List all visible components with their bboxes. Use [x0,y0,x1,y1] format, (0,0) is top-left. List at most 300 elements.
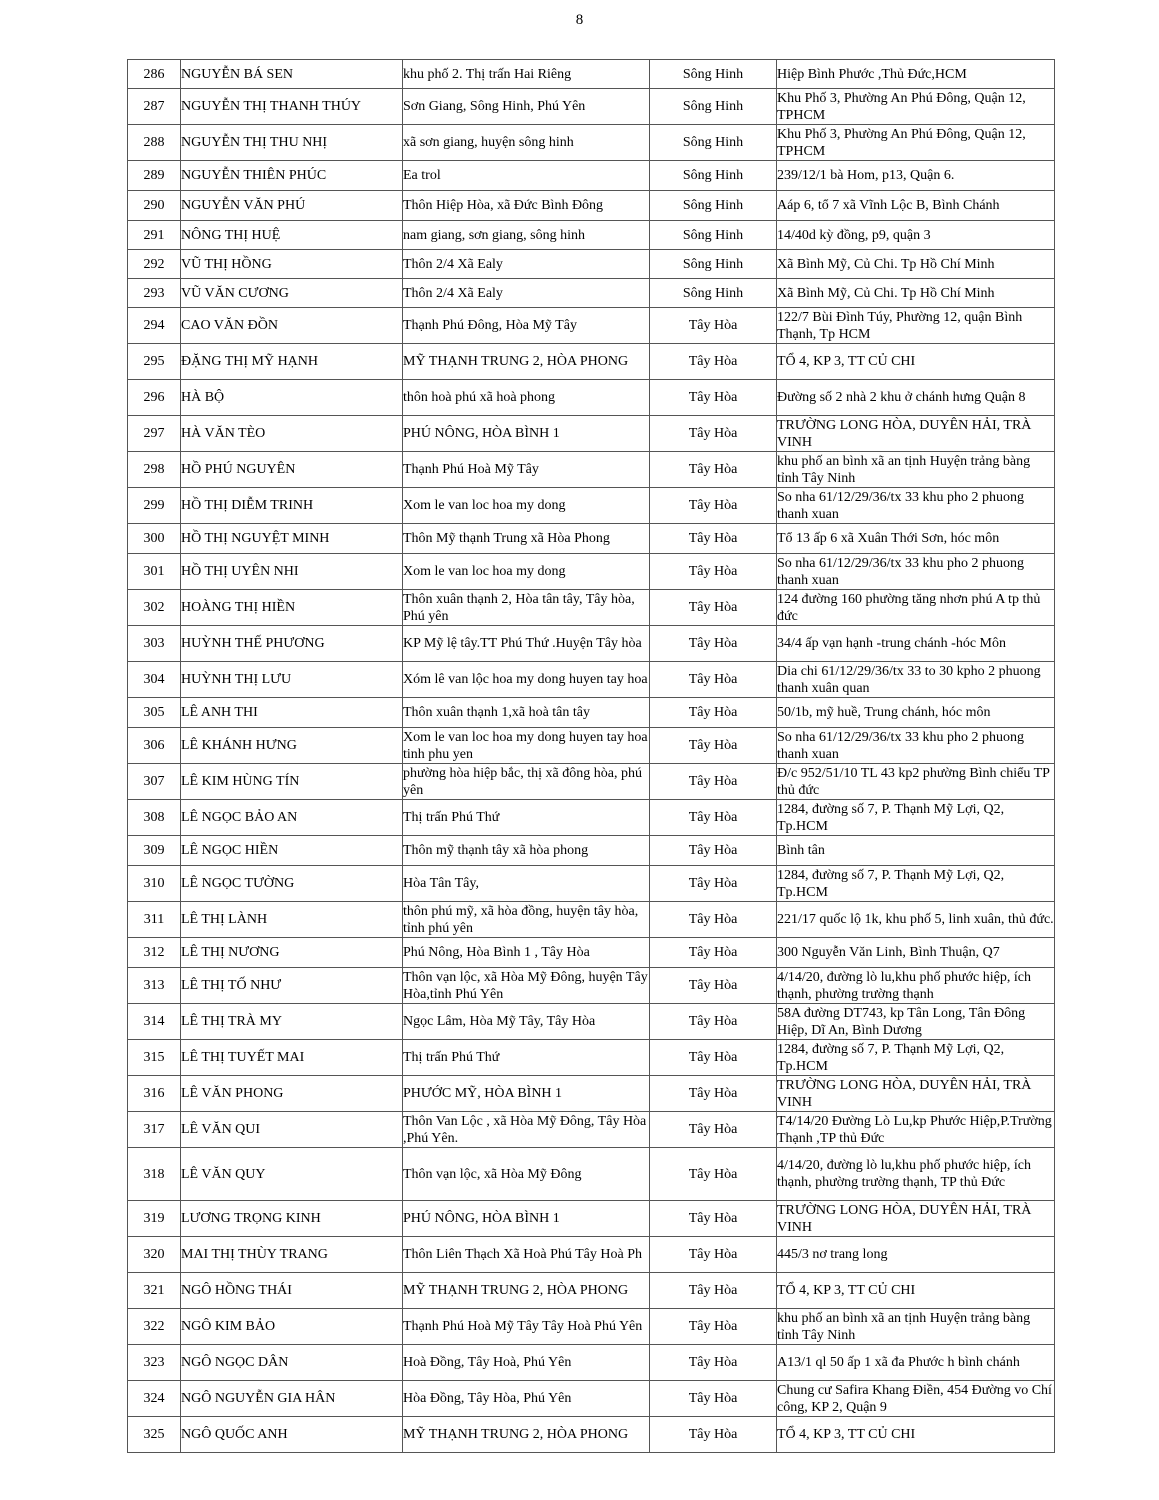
district-cell [650,221,777,250]
row-number-cell [128,1417,181,1453]
person-name: NGUYỄN BÁ SEN [181,66,293,82]
person-name-cell [181,344,403,380]
row-number: 317 [143,1122,165,1137]
origin-address-cell [403,125,650,161]
district-cell [650,1040,777,1076]
district: Tây Hòa [688,912,738,927]
person-name: LÊ NGỌC BẢO AN [181,810,298,825]
current-address-cell [777,662,1055,698]
district-cell [650,662,777,698]
current-address-cell [777,1309,1055,1345]
row-number: 324 [143,1391,165,1406]
district-cell [650,380,777,416]
row-number-cell [128,1076,181,1112]
current-address: 445/3 nơ trang long [777,1247,888,1262]
person-name-cell [181,1381,403,1417]
origin-address-cell [403,250,650,279]
table-row [128,161,1055,191]
current-address-cell [777,191,1055,221]
current-address-cell [777,161,1055,191]
row-number-cell [128,836,181,866]
person-name: NGUYỄN THIÊN PHÚC [181,168,327,183]
district-cell [650,125,777,161]
row-number: 300 [143,531,165,546]
district: Tây Hòa [688,945,738,960]
current-address: TỔ 4, KP 3, TT CỦ CHI [777,1427,916,1442]
current-address-cell [777,89,1055,125]
current-address: Xã Bình Mỹ, Củ Chi. Tp Hồ Chí Minh [777,285,995,301]
current-address: Bình tân [777,843,825,858]
district-cell [650,836,777,866]
origin-address: Hoà Đồng, Tây Hoà, Phú Yên [403,1355,572,1370]
table-row [128,662,1055,698]
current-address-cell [777,380,1055,416]
person-name: NÔNG THỊ HUỆ [181,227,281,243]
table-row [128,1076,1055,1112]
row-number: 296 [143,390,165,405]
district: Tây Hòa [688,774,738,789]
origin-address-cell [403,728,650,764]
current-address-cell [777,221,1055,250]
district-cell [650,1076,777,1112]
district-cell [650,1417,777,1453]
current-address-cell [777,452,1055,488]
row-number-cell [128,764,181,800]
current-address: 4/14/20, đường lò lu,khu phố phước hiệp, ích thạnh, phường trường thạnh, TP thủ Đức [777,1158,1031,1190]
row-number-cell [128,416,181,452]
person-name: HÀ VĂN TÈO [181,426,266,441]
person-name-cell [181,89,403,125]
person-name: LÊ THỊ NƯƠNG [181,945,280,960]
person-name-cell [181,590,403,626]
person-name: NGÔ HỒNG THÁI [181,1283,292,1298]
origin-address-cell [403,1148,650,1201]
row-number: 325 [143,1427,165,1442]
person-name: NGÔ NGỌC DÂN [181,1355,289,1370]
current-address: Khu Phố 3, Phường An Phú Đông, Quận 12, TPHCM [777,126,1026,159]
district-cell [650,524,777,554]
origin-address: phường hòa hiệp bắc, thị xã đông hòa, phú yên [403,765,642,798]
row-number: 311 [143,912,165,927]
origin-address: Thôn Van Lộc , xã Hòa Mỹ Đông, Tây Hòa ,Phú Yên. [403,1113,647,1146]
person-name-cell [181,452,403,488]
row-number-cell [128,1273,181,1309]
current-address-cell [777,800,1055,836]
person-name-cell [181,279,403,308]
current-address: khu phố an bình xã an tịnh Huyện trảng bàng tỉnh Tây Ninh [777,1310,1031,1343]
person-name: LÊ VĂN PHONG [181,1086,284,1101]
row-number-cell [128,1201,181,1237]
row-number-cell [128,1148,181,1201]
district: Sông Hinh [682,99,744,114]
origin-address-cell [403,800,650,836]
person-name: NGUYỄN THỊ THU NHỊ [181,135,328,150]
table-row [128,938,1055,968]
district-cell [650,1381,777,1417]
person-name-cell [181,488,403,524]
current-address: 1284, đường số 7, P. Thạnh Mỹ Lợi, Q2, Tp.HCM [777,801,1005,834]
current-address: 122/7 Bùi Đình Túy, Phường 12, quận Bình Thạnh, Tp HCM [777,309,1023,342]
row-number-cell [128,626,181,662]
district-cell [650,698,777,728]
current-address: 1284, đường số 7, P. Thạnh Mỹ Lợi, Q2, Tp.HCM [777,1041,1005,1074]
origin-address: Thôn 2/4 Xã Ealy [403,256,503,272]
person-name-cell [181,416,403,452]
current-address: 14/40d kỳ đồng, p9, quận 3 [777,227,931,243]
district: Tây Hòa [688,426,738,441]
current-address-cell [777,1273,1055,1309]
district-cell [650,344,777,380]
district-cell [650,1345,777,1381]
current-address-cell [777,125,1055,161]
person-name: HỒ THỊ DIỄM TRINH [181,498,314,513]
origin-address-cell [403,60,650,89]
person-name-cell [181,968,403,1004]
current-address-cell [777,968,1055,1004]
row-number: 295 [143,354,165,369]
district: Tây Hòa [688,1391,738,1406]
row-number: 297 [143,426,165,441]
roster-table [127,59,1055,1453]
district: Sông Hinh [682,198,744,213]
district: Tây Hòa [688,390,738,405]
district-cell [650,1201,777,1237]
row-number-cell [128,662,181,698]
table-row [128,1112,1055,1148]
district-cell [650,1273,777,1309]
row-number: 323 [143,1355,165,1370]
person-name: LÊ VĂN QUI [181,1122,261,1137]
origin-address: Thạnh Phú Hoà Mỹ Tây Tây Hoà Phú Yên [403,1319,643,1334]
district-cell [650,1148,777,1201]
row-number-cell [128,524,181,554]
person-name-cell [181,800,403,836]
row-number: 291 [143,227,165,243]
district: Tây Hòa [688,738,738,753]
current-address-cell [777,836,1055,866]
row-number: 306 [143,738,165,753]
row-number: 321 [143,1283,165,1298]
row-number: 309 [143,843,165,858]
district-cell [650,416,777,452]
person-name-cell [181,698,403,728]
row-number: 315 [143,1050,165,1065]
person-name: LÊ THỊ TỐ NHƯ [181,978,282,993]
table-row [128,1417,1055,1453]
row-number: 293 [143,285,165,301]
district: Tây Hòa [688,318,738,333]
origin-address-cell [403,1345,650,1381]
current-address-cell [777,1237,1055,1273]
current-address: khu phố an bình xã an tịnh Huyện trảng bàng tỉnh Tây Ninh [777,453,1031,486]
current-address: TRƯỜNG LONG HÒA, DUYÊN HẢI, TRÀ VINH [777,1077,1032,1110]
row-number-cell [128,1309,181,1345]
origin-address: Thôn Hiệp Hòa, xã Đức Bình Đông [403,198,604,213]
row-number: 287 [143,99,165,114]
person-name-cell [181,1309,403,1345]
district-cell [650,902,777,938]
person-name-cell [181,866,403,902]
origin-address-cell [403,1381,650,1417]
current-address-cell [777,1004,1055,1040]
row-number: 298 [143,462,165,477]
row-number: 318 [143,1166,165,1182]
origin-address: Thạnh Phú Hoà Mỹ Tây [403,462,539,477]
origin-address: PHƯỚC MỸ, HÒA BÌNH 1 [403,1086,563,1101]
table-row [128,626,1055,662]
table-row [128,968,1055,1004]
origin-address: Thôn 2/4 Xã Ealy [403,285,503,301]
row-number-cell [128,968,181,1004]
table-row [128,902,1055,938]
origin-address-cell [403,1309,650,1345]
origin-address: MỸ THẠNH TRUNG 2, HÒA PHONG [403,354,629,369]
district: Tây Hòa [688,1427,738,1442]
current-address-cell [777,698,1055,728]
person-name: LÊ THỊ TUYẾT MAI [181,1050,305,1065]
origin-address: Thôn vạn lộc, xã Hòa Mỹ Đông, huyện Tây Hòa,tỉnh Phú Yên [403,969,648,1002]
origin-address-cell [403,968,650,1004]
origin-address-cell [403,1112,650,1148]
row-number-cell [128,308,181,344]
origin-address-cell [403,866,650,902]
current-address-cell [777,488,1055,524]
current-address: Tổ 13 ấp 6 xã Xuân Thới Sơn, hóc môn [777,531,1000,546]
current-address: Đường số 2 nhà 2 khu ở chánh hưng Quận 8 [777,390,1026,405]
origin-address-cell [403,452,650,488]
district-cell [650,728,777,764]
row-number: 312 [143,945,165,960]
origin-address: Thôn Liên Thạch Xã Hoà Phú Tây Hoà Ph [403,1247,642,1262]
current-address: A13/1 ql 50 ấp 1 xã đa Phước h bình chánh [777,1355,1020,1370]
origin-address-cell [403,344,650,380]
table-row [128,60,1055,89]
origin-address: Ngọc Lâm, Hòa Mỹ Tây, Tây Hòa [403,1014,596,1029]
person-name: LƯƠNG TRỌNG KINH [181,1211,321,1226]
origin-address-cell [403,1040,650,1076]
person-name-cell [181,221,403,250]
table-row [128,1004,1055,1040]
row-number: 305 [143,705,165,720]
origin-address-cell [403,1237,650,1273]
district: Tây Hòa [688,564,738,579]
table-row [128,1237,1055,1273]
row-number: 290 [143,198,165,213]
row-number: 313 [143,978,165,993]
district: Tây Hòa [688,1166,738,1182]
person-name: LÊ THỊ TRÀ MY [181,1014,282,1029]
current-address: Xã Bình Mỹ, Củ Chi. Tp Hồ Chí Minh [777,256,995,272]
row-number: 292 [143,256,165,272]
origin-address: Hòa Đồng, Tây Hòa, Phú Yên [403,1391,572,1406]
person-name-cell [181,1273,403,1309]
current-address: So nha 61/12/29/36/tx 33 khu pho 2 phuong thanh xuan [777,489,1024,522]
person-name-cell [181,836,403,866]
current-address: Hiệp Bình Phước ,Thủ Đức,HCM [777,66,967,82]
origin-address-cell [403,554,650,590]
row-number: 301 [143,564,165,579]
table-row [128,452,1055,488]
person-name: HUỲNH THẾ PHƯƠNG [181,636,325,651]
person-name: MAI THỊ THÙY TRANG [181,1247,328,1262]
current-address: Đ/c 952/51/10 TL 43 kp2 phường Bình chiểu TP thủ đức [777,765,1050,798]
table-row [128,728,1055,764]
current-address-cell [777,250,1055,279]
table-row [128,1201,1055,1237]
district: Tây Hòa [688,672,738,687]
district-cell [650,800,777,836]
table-row [128,836,1055,866]
district-cell [650,590,777,626]
district: Tây Hòa [688,531,738,546]
person-name-cell [181,1040,403,1076]
origin-address-cell [403,590,650,626]
table-row [128,416,1055,452]
row-number: 303 [143,636,165,651]
district: Tây Hòa [688,636,738,651]
person-name-cell [181,1112,403,1148]
district-cell [650,764,777,800]
table-row [128,279,1055,308]
district-cell [650,938,777,968]
district-cell [650,60,777,89]
current-address: T4/14/20 Đường Lò Lu,kp Phước Hiệp,P.Trường Thạnh ,TP thủ Đức [777,1113,1052,1146]
person-name: LÊ NGỌC TƯỜNG [181,876,295,891]
origin-address: Thị trấn Phú Thứ [403,810,500,825]
table-row [128,800,1055,836]
current-address-cell [777,866,1055,902]
person-name: VŨ VĂN CƯƠNG [181,285,289,301]
current-address: 1284, đường số 7, P. Thạnh Mỹ Lợi, Q2, Tp.HCM [777,867,1005,900]
row-number: 307 [143,774,165,789]
person-name: NGÔ QUỐC ANH [181,1427,288,1442]
table-row [128,380,1055,416]
row-number: 294 [143,318,165,333]
origin-address-cell [403,1273,650,1309]
origin-address-cell [403,308,650,344]
table-row [128,698,1055,728]
origin-address: Xom le van loc hoa my dong huyen tay hoa tinh phu yen [403,729,648,762]
row-number-cell [128,866,181,902]
current-address: 124 đường 160 phường tăng nhơn phú A tp thủ đức [777,591,1041,624]
current-address: 34/4 ấp vạn hạnh -trung chánh -hóc Môn [777,636,1006,651]
current-address: TRƯỜNG LONG HÒA, DUYÊN HẢI, TRÀ VINH [777,1202,1032,1235]
table-row [128,524,1055,554]
current-address-cell [777,344,1055,380]
table-row [128,125,1055,161]
district: Sông Hinh [682,256,744,272]
district-cell [650,161,777,191]
district: Tây Hòa [688,462,738,477]
origin-address: thôn phú mỹ, xã hòa đồng, huyện tây hòa, tỉnh phú yên [403,903,639,936]
row-number-cell [128,1004,181,1040]
current-address-cell [777,938,1055,968]
row-number: 304 [143,672,165,687]
person-name-cell [181,1076,403,1112]
current-address: TRƯỜNG LONG HÒA, DUYÊN HẢI, TRÀ VINH [777,417,1032,450]
district: Sông Hinh [682,285,744,301]
person-name: LÊ KIM HÙNG TÍN [181,774,300,789]
row-number: 289 [143,168,165,183]
person-name: NGUYỄN VĂN PHÚ [181,198,306,213]
district: Tây Hòa [688,978,738,993]
origin-address: Xom le van loc hoa my dong [403,564,566,579]
district-cell [650,1004,777,1040]
origin-address: MỸ THẠNH TRUNG 2, HÒA PHONG [403,1283,629,1298]
person-name-cell [181,125,403,161]
district: Tây Hòa [688,1355,738,1370]
current-address: Khu Phố 3, Phường An Phú Đông, Quận 12, TPHCM [777,90,1026,123]
current-address: So nha 61/12/29/36/tx 33 khu pho 2 phuong thanh xuan [777,729,1024,762]
person-name-cell [181,554,403,590]
row-number-cell [128,191,181,221]
origin-address: Thôn Mỹ thạnh Trung xã Hòa Phong [403,531,610,546]
row-number-cell [128,89,181,125]
current-address: Chung cư Safira Khang Điền, 454 Đường vo Chí công, KP 2, Quận 9 [777,1382,1052,1415]
district: Tây Hòa [688,354,738,369]
row-number-cell [128,938,181,968]
district: Tây Hòa [688,810,738,825]
origin-address-cell [403,416,650,452]
district: Tây Hòa [688,705,738,720]
district: Tây Hòa [688,843,738,858]
origin-address-cell [403,1417,650,1453]
current-address-cell [777,590,1055,626]
origin-address: Thôn xuân thạnh 1,xã hoà tân tây [403,705,591,720]
person-name-cell [181,1417,403,1453]
person-name-cell [181,1237,403,1273]
row-number-cell [128,1112,181,1148]
row-number-cell [128,60,181,89]
person-name: NGÔ NGUYỄN GIA HÂN [181,1391,336,1406]
current-address: TỔ 4, KP 3, TT CỦ CHI [777,1283,916,1298]
district-cell [650,488,777,524]
origin-address: PHÚ NÔNG, HÒA BÌNH 1 [403,426,560,441]
current-address: Dia chi 61/12/29/36/tx 33 to 30 kpho 2 phuong thanh xuân quan [777,663,1041,696]
district-cell [650,1112,777,1148]
person-name: ĐẶNG THỊ MỸ HẠNH [181,354,319,369]
origin-address: Thôn xuân thạnh 2, Hòa tân tây, Tây hòa, Phú yên [403,591,635,624]
row-number: 319 [143,1211,165,1226]
person-name-cell [181,1345,403,1381]
district-cell [650,279,777,308]
district: Sông Hinh [682,135,744,150]
person-name: LÊ KHÁNH HƯNG [181,738,297,753]
row-number-cell [128,452,181,488]
row-number-cell [128,161,181,191]
origin-address-cell [403,524,650,554]
origin-address: Thị trấn Phú Thứ [403,1050,500,1065]
person-name-cell [181,524,403,554]
origin-address: Xóm lê van lộc hoa my dong huyen tay hoa [403,672,648,687]
row-number-cell [128,902,181,938]
person-name-cell [181,662,403,698]
district: Tây Hòa [688,1283,738,1298]
district: Tây Hòa [688,1086,738,1101]
district-cell [650,452,777,488]
district-cell [650,250,777,279]
row-number-cell [128,279,181,308]
district: Tây Hòa [688,1247,738,1262]
district: Sông Hinh [682,227,744,243]
current-address-cell [777,60,1055,89]
current-address-cell [777,1381,1055,1417]
person-name-cell [181,626,403,662]
current-address: 50/1b, mỹ huề, Trung chánh, hóc môn [777,705,991,720]
person-name-cell [181,161,403,191]
row-number: 320 [143,1247,165,1262]
origin-address-cell [403,488,650,524]
